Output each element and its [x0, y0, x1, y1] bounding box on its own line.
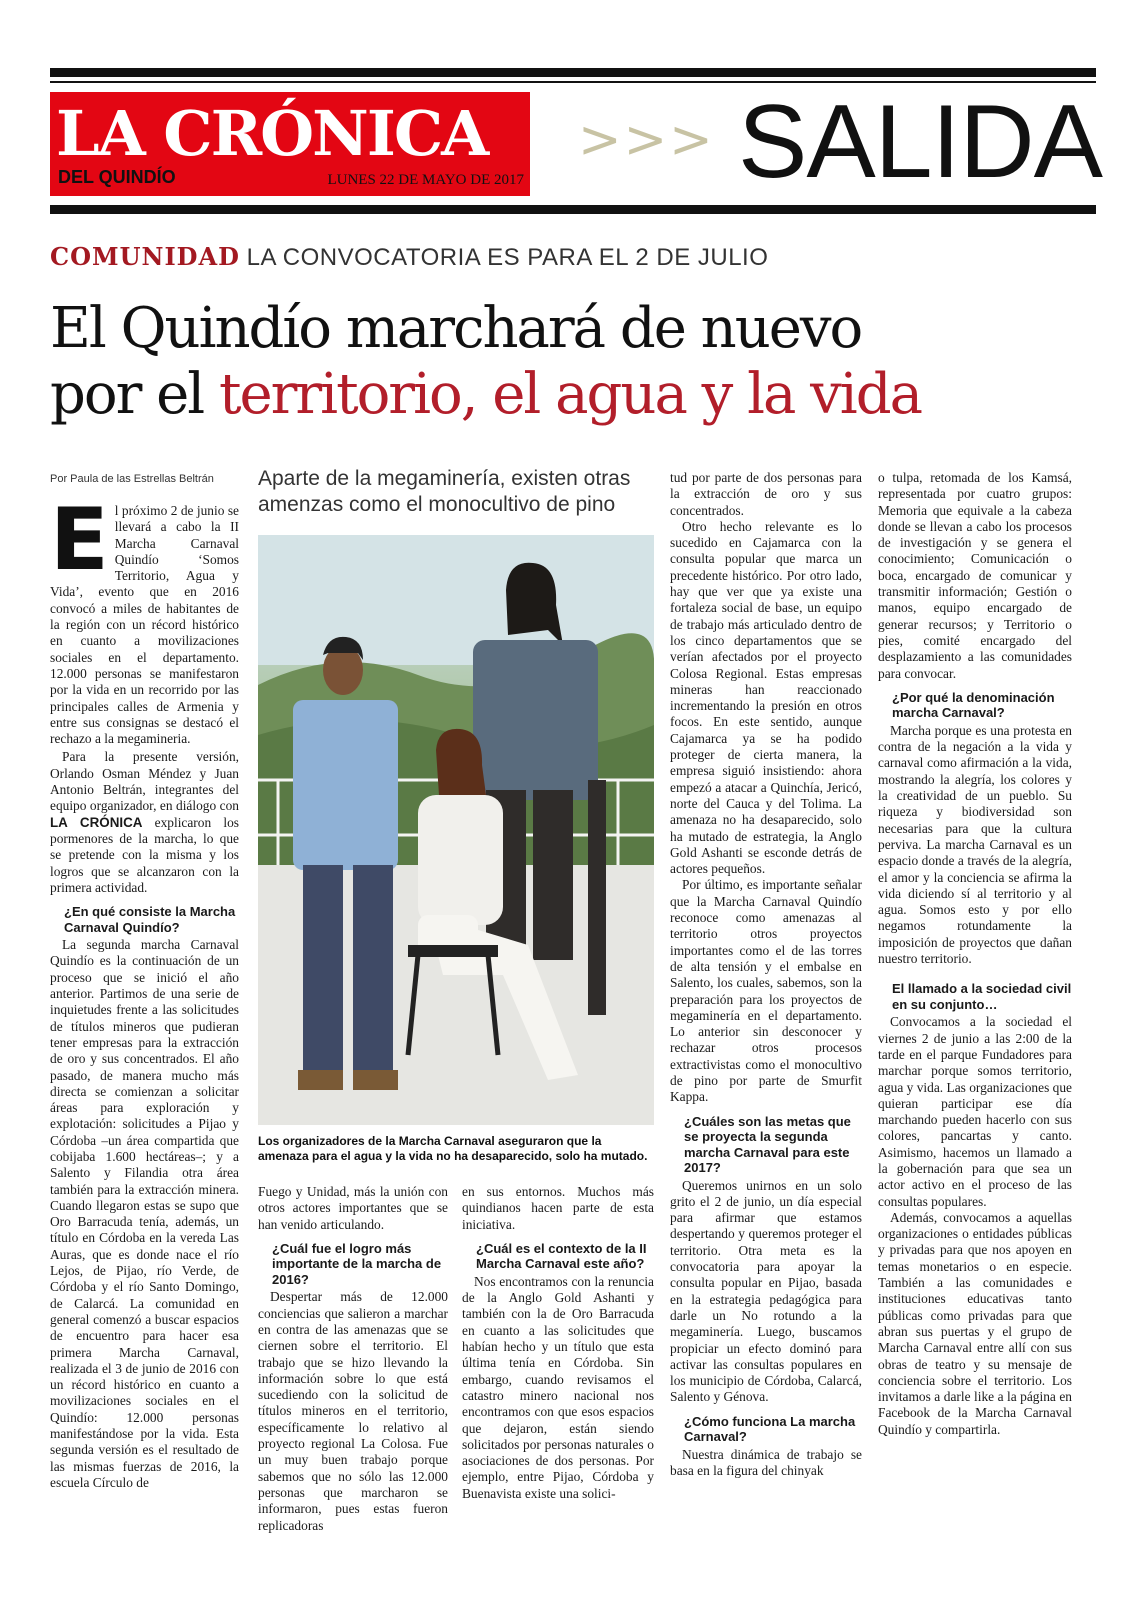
intro-text-b: explicaron los pormenores de la marcha, lo que se pretende con la misma y los logros que se alcanzaron con la primera actividad. [50, 814, 240, 895]
col4-paragraph-2: Por último, es importante señalar que la Marcha Carnaval Quindío reconoce como amenazas al territorio otros proyectos importantes como el de las torres de alta tensión y el embalse en Salento, los cuales, sabemos, son la preparación para los proyectos de megaminería en el departamento. Lo anterior sin desconocer y rechazar otros procesos extractivistas como el monocultivo de pino por parte de Smurfit Kappa. [670, 877, 862, 1105]
question-heading: ¿En qué consiste la Marcha Carnaval Quindío? [64, 904, 236, 935]
kicker-category: COMUNIDAD [50, 242, 240, 271]
article-column-5 [878, 470, 1072, 1438]
intro-paragraph [50, 749, 239, 896]
headline-line2 [50, 362, 1100, 428]
col2-paragraph-1: Fuego y Unidad, más la unión con otros actores importantes que se han venido articulando. [258, 1184, 448, 1232]
answer-paragraph: Nuestra dinámica de trabajo se basa en la figura del chinyak [670, 1446, 862, 1479]
article-column-4 [670, 470, 862, 1479]
article-column-2 [258, 1184, 448, 1534]
answer-paragraph: Nos encontramos con la renuncia de la Anglo Gold Ashanti y también con la de Oro Barracuda en cuanto a las solicitudes que habían hecho y un título que esta última tenía en Córdoba. Sin embargo, cuando revisamos el catastro minero nacional nos encontramos con que esos espacios que dejaron, están siendo solicitados por personas naturales o asociaciones de dos personas. Por ejemplo, entre Pijao, Córdoba y Buenavista existe una solici- [462, 1273, 654, 1501]
section-arrows-icon: >>> [578, 110, 715, 170]
answer-paragraph: Convocamos a la sociedad el viernes 2 de junio a las 2:00 de la tarde en el parque Fundadores para marchar porque somos territorio, agua y vida. Las organizaciones que quieran participar ese día marchando pueden hacerlo con sus colores, pancartas y canto. Asimismo, hacemos un llamado a la gobernación para que sea un actor activo en el proceso de las consultas populares. [878, 1014, 1072, 1209]
photo-caption: Los organizadores de la Marcha Carnaval aseguraron que la amenaza para el agua y la vida no ha desaparecido, solo ha mutado. [258, 1134, 648, 1163]
newspaper-name-inline: LA CRÓNICA [50, 814, 143, 830]
col5-paragraph-0: o tulpa, retomada de los Kamsá, representada por cuatro grupos: Memoria que equivale a la cabeza donde se llevan a cabo los procesos de investigación y se genera el conocimiento; Comunicación o boca, encargado de comunicar y transmitir información; Gestión o manos, equipo encargado de generar recursos; y Territorio o pies, comité encargado del desplazamiento a las comunidades para convocar. [878, 470, 1072, 681]
lead-text: l próximo 2 de junio se llevará a cabo la II Marcha Carnaval Quindío ‘Somos Territorio, Agua y Vida’, evento que en 2016 convocó a miles de habitantes de la región con un récord histórico en cuanto a movilizaciones sociales en el departamento. 12.000 personas se manifestaron por la vida en un recorrido por las principales calles de Armenia y entre sus consignas se destacó el rechazo a la megamineria. [50, 503, 239, 747]
kicker-text: LA CONVOCATORIA ES PARA EL 2 DE JULIO [246, 244, 769, 271]
answer-paragraph: Queremos unirnos en un solo grito el 2 de junio, un día especial para afirmar que estamos despertando y queremos proteger el territorio. Otra meta es la convocatoria para apoyar la consulta popular en Pijao, basada en la estrategia pedagógica para darle un No rotundo a la megaminería. Luego, buscamos propiciar un efecto dominó para activar las consultas populares en los municipio de Córdoba, Calarcá, Salento y Génova. [670, 1177, 862, 1405]
article-column-1 [50, 490, 240, 1491]
answer-paragraph: La segunda marcha Carnaval Quindío es la continuación de un proceso que se inició el año anterior. Partimos de una serie de inquietudes frente a las solicitudes de títulos mineros que pudieran tener empresas para la extracción de oro y sus concentrados. El año pasado, de manera mucho más directa se comienzan a solicitar áreas para exploración y explotación: solicitudes a Pijao y Córdoba –un área compartida que cobijaba 1.600 hectáreas–; y a Salento y Filandia otra área también para la extracción minera. Cuando llegaron estas se supo que Oro Barracuda tenía, además, un título en Córdoba en la vereda Las Auras, que es donde nace el río Lejos, de Pijao, río Verde, de Córdoba y el río Santo Domingo, de Calarcá. La comunidad en general comenzó a buscar espacios de encuentro para hacer esa primera Marcha Carnaval, realizada el 3 de junio de 2016 con un récord histórico en cuanto a movilizaciones sociales en el Quindío: 12.000 personas manifestándose por la vida. Esta segunda versión es el resultado de las mismas fuerzas de 2016, la escuela Círculo de [50, 937, 239, 1490]
headline-line2-black: por el [50, 362, 219, 427]
question-heading: ¿Cuáles son las metas que se proyecta la segunda marcha Carnaval para este 2017? [684, 1113, 851, 1176]
masthead-subname: DEL QUINDÍO [58, 167, 176, 187]
photo-illustration [258, 535, 654, 1125]
intro-text-a: Para la presente versión, Orlando Osman Méndez y Juan Antonio Beltrán, integrantes del equipo organizador, en diálogo con [50, 749, 239, 814]
article-column-3 [462, 1184, 654, 1502]
col4-paragraph-0: tud por parte de dos personas para la extracción de oro y sus concentrados. [670, 470, 862, 518]
deck-subtitle: Aparte de la megaminería, existen otras amenzas como el monocultivo de pino [258, 467, 631, 516]
headline [50, 296, 1100, 428]
col4-paragraph-1: Otro hecho relevante es lo sucedido en Cajamarca con la consulta popular que marca un precedente histórico. Por otro lado, hay que ver que ya existe una fortaleza social de base, un equipo de trabajo más articulado dentro de los cinco departamentos que se verían afectados por el proyecto Colosa Regional. Estas empresas mineras han reaccionado incrementando la presión en otros focos. En este sentido, aunque Cajamarca ya se ha podido proteger de cierta manera, la empresa siguió insistiendo: ahora empezó a atacar a Quinchía, Jericó, norte del Cauca y del Tolima. La amenaza no ha desaparecido, solo ha mutado de estrategia, la Anglo Gold Ashanti se esconde detrás de actores pequeños. [670, 518, 862, 877]
edition-date: LUNES 22 DE MAYO DE 2017 [327, 172, 524, 188]
answer-paragraph: Despertar más de 12.000 conciencias que salieron a marchar en contra de las amenazas que se ciernen sobre el territorio. El trabajo que se hizo llevando la información sobre lo que está sucediendo con la solicitud de títulos mineros en el territorio, específicamente lo relativo al proyecto regional La Colosa. Fue un muy buen trabajo porque sabemos que no sólo las 12.000 personas que marcharon se informaron, pues estas fueron replicadoras [258, 1289, 448, 1533]
drop-cap: E [50, 490, 109, 590]
section-title: SALIDA [738, 84, 1102, 200]
answer-paragraph: Marcha porque es una protesta en contra de la negación a la vida y carnaval como afirmación a la vida, mostrando la alegría, los colores y la creatividad de un pueblo. Su riqueza y biodiversidad son necesarias para que la cultura perviva. La marcha Carnaval es un espacio donde a través de la alegría, el amor y la conciencia se afirma la vida diciendo sí al territorio y al agua. Somos esto y por ello negamos rotundamente la imposición de proyectos que dañan nuestro territorio. [878, 722, 1072, 967]
question-heading: El llamado a la sociedad civil en su conjunto… [892, 981, 1072, 1012]
masthead-logo[interactable] [50, 92, 530, 196]
masthead-name: LA CRÓNICA [56, 97, 488, 170]
lead-paragraph [50, 490, 239, 747]
header-bottom-rule [50, 205, 1096, 214]
top-rule [50, 68, 1096, 77]
question-heading: ¿Cuál es el contexto de la II Marcha Carnaval este año? [476, 1240, 647, 1272]
kicker [50, 242, 768, 272]
answer-paragraph: Además, convocamos a aquellas organizaciones o entidades públicas y privadas para que nos apoyen en temas monetarios o en especie. También a las comunidades e instituciones educativas tanto públicas como privadas para que abran sus puertas y el grupo de Marcha Carnaval entre allí con sus obras de teatro y su mensaje de conciencia sobre el territorio. Los invitamos a darle like a la página en Facebook de la Marcha Carnaval Quindío y compartirla. [878, 1209, 1072, 1437]
question-heading: ¿Por qué la denominación marcha Carnaval? [892, 689, 1055, 721]
question-heading: ¿Cuál fue el logro más importante de la marcha de 2016? [272, 1240, 442, 1287]
headline-line2-red: territorio, el agua y la vida [218, 362, 921, 427]
byline: Por Paula de las Estrellas Beltrán [50, 473, 214, 485]
article-photo[interactable] [258, 535, 654, 1125]
col3-paragraph-1: en sus entornos. Muchos más quindianos hacen parte de esta iniciativa. [462, 1184, 654, 1232]
headline-line1: El Quindío marchará de nuevo [50, 296, 862, 361]
question-heading: ¿Cómo funciona La marcha Carnaval? [684, 1413, 856, 1445]
